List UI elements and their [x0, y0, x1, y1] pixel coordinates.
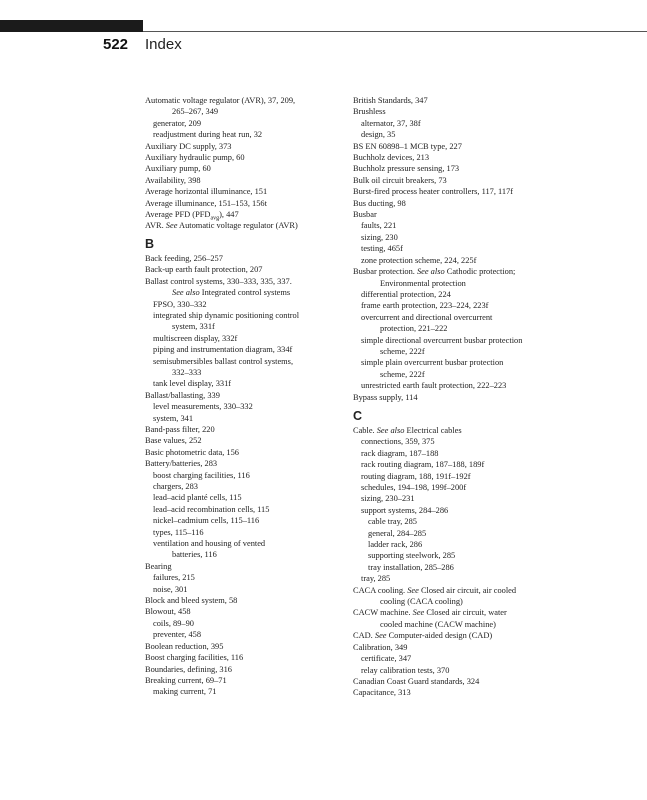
index-entry: BS EN 60898–1 MCB type, 227: [353, 141, 462, 151]
index-entry: Buchholz pressure sensing, 173: [353, 164, 460, 174]
index-entry: unrestricted earth fault protection, 222–223: [361, 381, 507, 391]
index-entry: Boundaries, defining, 316: [145, 664, 232, 674]
index-entry: tray installation, 285–286: [368, 562, 454, 572]
index-entry: lead–acid recombination cells, 115: [153, 504, 270, 514]
page-number: 522: [103, 36, 129, 53]
index-entry: preventer, 458: [153, 630, 202, 640]
index-entry: Capacitance, 313: [353, 688, 411, 698]
index-entry: Basic photometric data, 156: [145, 447, 239, 457]
index-entry: routing diagram, 188, 191f–192f: [361, 471, 471, 481]
index-entry: chargers, 283: [153, 482, 198, 491]
index-entry: support systems, 284–286: [361, 505, 449, 515]
index-entry: Base values, 252: [145, 436, 202, 446]
index-entry: types, 115–116: [153, 527, 204, 537]
index-entry: Boost charging facilities, 116: [145, 653, 244, 663]
index-entry: Bus ducting, 98: [353, 198, 406, 208]
index-entry: tray, 285: [361, 574, 391, 584]
running-head: Index: [145, 36, 182, 53]
index-entry: supporting steelwork, 285: [368, 551, 456, 561]
index-entry: coils, 89–90: [153, 618, 194, 628]
index-entry: See also Integrated control systems: [172, 288, 291, 298]
index-entry: certificate, 347: [361, 654, 412, 664]
index-entry: ventilation and housing of vented: [153, 539, 266, 549]
index-entry: design, 35: [361, 130, 396, 140]
index-entry: cooled machine (CACW machine): [380, 619, 496, 629]
index-entry: Breaking current, 69–71: [145, 675, 227, 685]
index-entry: piping and instrumentation diagram, 334f: [153, 345, 293, 355]
index-entry: level measurements, 330–332: [153, 402, 253, 412]
index-entry: rack routing diagram, 187–188, 189f: [361, 460, 485, 470]
index-entry: lead–acid planté cells, 115: [153, 493, 242, 503]
index-entry: sizing, 230: [361, 232, 398, 242]
index-entry: differential protection, 224: [361, 289, 451, 299]
index-entry: Ballast control systems, 330–333, 335, 337.: [145, 276, 292, 286]
index-entry: Environmental protection: [380, 278, 466, 288]
index-entry: Band-pass filter, 220: [145, 424, 215, 434]
index-entry: Buchholz devices, 213: [353, 153, 430, 163]
index-entry: frame earth protection, 223–224, 223f: [361, 301, 489, 311]
index-entry: Calibration, 349: [353, 642, 408, 652]
index-entry: Block and bleed system, 58: [145, 596, 238, 606]
index-entry: Bearing: [145, 561, 172, 571]
header-bar: [0, 20, 143, 32]
index-entry: system, 331f: [172, 322, 215, 332]
index-entry: British Standards, 347: [353, 96, 428, 105]
index-entry: Bulk oil circuit breakers, 73: [353, 175, 447, 185]
index-entry: tank level display, 331f: [153, 379, 232, 389]
index-entry: failures, 215: [153, 573, 195, 583]
index-entry: Ballast/ballasting, 339: [145, 390, 220, 400]
index-entry: faults, 221: [361, 221, 397, 231]
index-entry: Automatic voltage regulator (AVR), 37, 209,: [145, 96, 296, 105]
index-entry: making current, 71: [153, 687, 217, 697]
index-entry: schedules, 194–198, 199f–200f: [361, 483, 467, 492]
index-entry: 332–333: [172, 367, 202, 377]
index-entry: semisubmersibles ballast control systems,: [153, 356, 294, 366]
index-entry: Auxiliary hydraulic pump, 60: [145, 153, 245, 163]
index-entry: Boolean reduction, 395: [145, 641, 224, 651]
index-entry: Back-up earth fault protection, 207: [145, 265, 263, 275]
index-entry: Auxiliary DC supply, 373: [145, 141, 232, 151]
index-entry: simple directional overcurrent busbar protection: [361, 335, 523, 345]
index-entry: Bypass supply, 114: [353, 392, 418, 402]
index-entry: general, 284–285: [368, 528, 427, 538]
index-entry: rack diagram, 187–188: [361, 448, 439, 458]
index-entry: ladder rack, 286: [368, 540, 423, 550]
index-entry: Cable. See also Electrical cables: [353, 425, 462, 435]
index-entry: CACW machine. See Closed air circuit, water: [353, 608, 507, 618]
index-entry: simple plain overcurrent busbar protection: [361, 358, 504, 368]
index-entry: Blowout, 458: [145, 607, 191, 617]
index-entry: alternator, 37, 38f: [361, 118, 421, 128]
index-entry: zone protection scheme, 224, 225f: [361, 255, 477, 265]
section-letter-c: C: [353, 408, 363, 423]
index-entry: connections, 359, 375: [361, 437, 435, 447]
index-entry: nickel–cadmium cells, 115–116: [153, 516, 260, 526]
index-entry: system, 341: [153, 413, 194, 423]
index-entry: Battery/batteries, 283: [145, 459, 218, 469]
index-entry: scheme, 222f: [380, 369, 425, 379]
index-entry: CAD. See Computer-aided design (CAD): [353, 631, 493, 641]
index-entry: generator, 209: [153, 118, 202, 128]
index-entry: Canadian Coast Guard standards, 324: [353, 676, 480, 686]
index-entry: Back feeding, 256–257: [145, 253, 223, 263]
index-entry: noise, 301: [153, 584, 188, 594]
section-letter-b: B: [145, 236, 155, 251]
index-entry: Auxiliary pump, 60: [145, 164, 211, 174]
index-entry: readjustment during heat run, 32: [153, 130, 263, 140]
index-entry: Average horizontal illuminance, 151: [145, 187, 268, 197]
index-entry: FPSO, 330–332: [153, 299, 207, 309]
index-entry: integrated ship dynamic positioning control: [153, 310, 300, 320]
index-entry: CACA cooling. See Closed air circuit, air cooled: [353, 585, 517, 595]
index-entry: multiscreen display, 332f: [153, 333, 238, 343]
index-entry: Busbar protection. See also Cathodic protection;: [353, 267, 516, 277]
index-entry: overcurrent and directional overcurrent: [361, 312, 493, 322]
index-entry: batteries, 116: [172, 550, 217, 560]
index-entry: protection, 221–222: [380, 324, 448, 334]
index-entry: Average illuminance, 151–153, 156t: [145, 198, 267, 208]
index-entry: Average PFD $(PFD_{avg})$, 447: [145, 210, 239, 222]
index-entry: relay calibration tests, 370: [361, 665, 450, 675]
index-entry: boost charging facilities, 116: [153, 470, 250, 480]
index-entry: AVR. See Automatic voltage regulator (AVR): [145, 221, 298, 231]
index-column-left: [145, 95, 345, 698]
index-column-right: [353, 95, 563, 699]
index-entry: Busbar: [353, 210, 377, 220]
index-entry: cooling (CACA cooling): [380, 597, 463, 607]
index-entry: testing, 465f: [361, 244, 403, 254]
index-entry: scheme, 222f: [380, 346, 425, 356]
index-entry: 265–267, 349: [172, 107, 219, 117]
index-entry: Brushless: [353, 107, 386, 117]
index-entry: sizing, 230–231: [361, 494, 415, 504]
index-entry: cable tray, 285: [368, 517, 417, 527]
index-entry: Availability, 398: [145, 175, 201, 185]
header-rule: [143, 31, 647, 32]
index-entry: Burst-fired process heater controllers, 117, 117f: [353, 187, 514, 197]
